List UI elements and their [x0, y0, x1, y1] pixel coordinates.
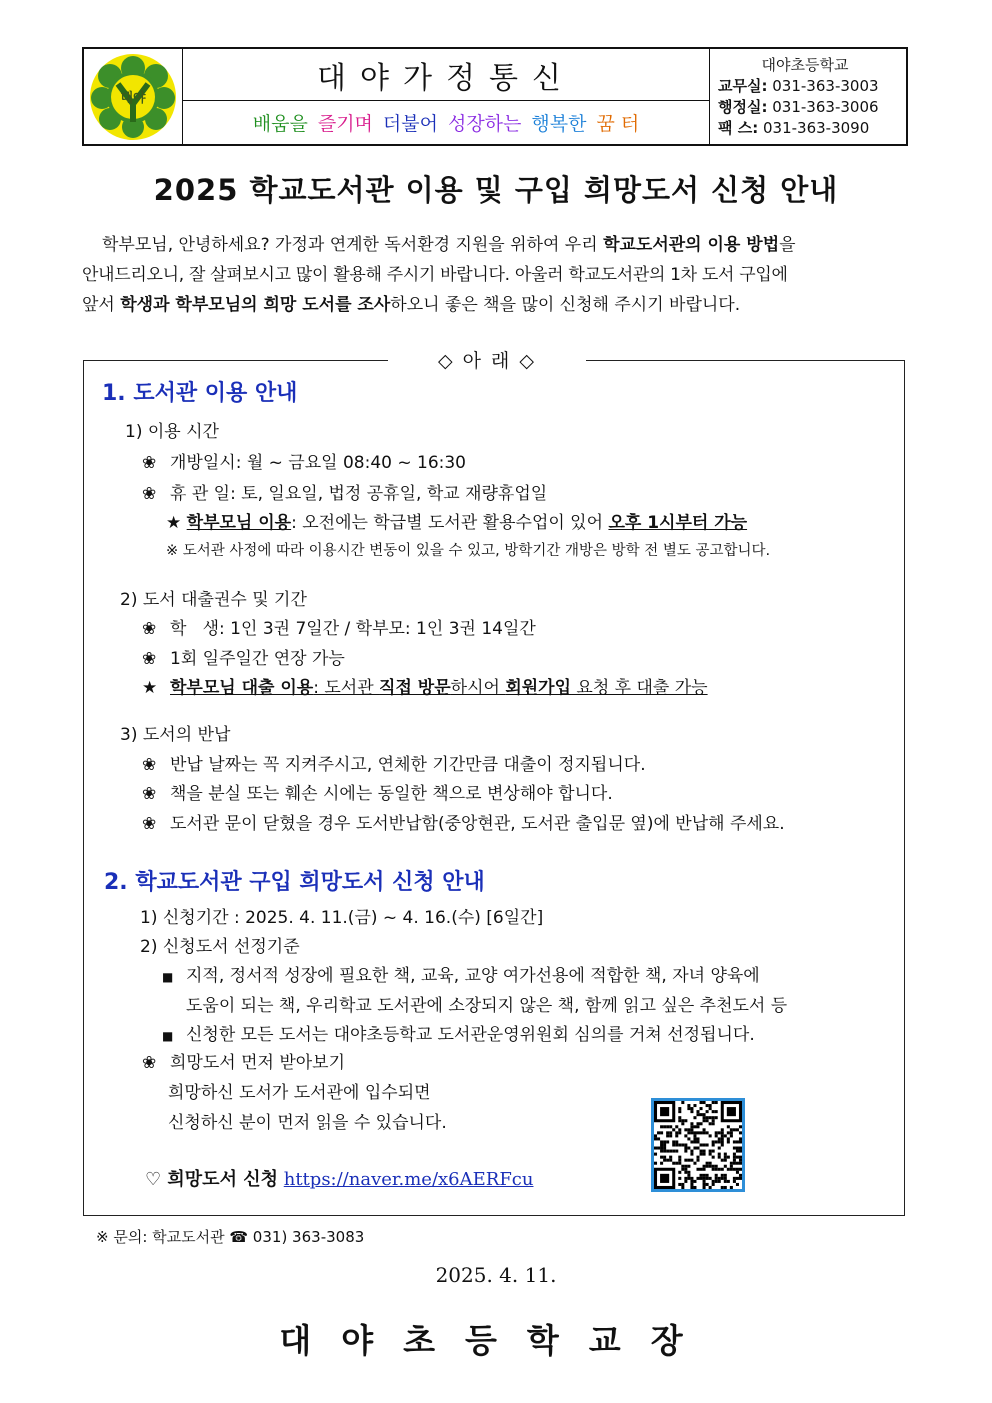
motto-word: 배움을: [252, 113, 308, 135]
list-item: ❀ 희망도서 먼저 받아보기: [142, 1053, 346, 1073]
list-item: ❀ 도서관 문이 닫혔을 경우 도서반납함(중앙현관, 도서관 출입문 옆)에 반납해 주세요.: [142, 814, 785, 834]
flower-bullet-icon: ❀: [142, 484, 157, 504]
notice-label: ◇ 아 래 ◇: [388, 346, 586, 373]
intro-paragraph: 학부모님, 안녕하세요? 가정과 연계한 독서환경 지원을 위하여 우리 학교도서관의 이용 방법을 안내드리오니, 잘 살펴보시고 많이 활용해 주시기 바랍니다. 아울러 학교도서관의 1차 도서 구입에 앞서 학생과 학부모님의 희망 도서를 조사하오니 좋은 책을 많이 신청해 주시기 바랍니다.: [82, 235, 796, 315]
list-item: ❀ 책을 분실 또는 훼손 시에는 동일한 책으로 변상해야 합니다.: [142, 784, 613, 804]
section-heading: 2. 학교도서관 구입 희망도서 신청 안내: [104, 870, 485, 895]
svg-text:대야: 대야: [120, 90, 146, 106]
subsection-heading: 1) 이용 시간: [125, 422, 219, 442]
contact-line: 교무실: 031-363-3003: [718, 77, 879, 95]
contact-footnote: ※ 문의: 학교도서관 ☎ 031) 363-3083: [96, 1228, 365, 1246]
list-item-continued: 도움이 되는 책, 우리학교 도서관에 소장되지 않은 책, 함께 읽고 싶은 추천도서 등: [186, 996, 788, 1016]
list-item: ❀ 개방일시: 월 ~ 금요일 08:40 ~ 16:30: [142, 453, 466, 473]
school-emblem-icon: [88, 52, 178, 142]
flower-bullet-icon: ❀: [142, 755, 157, 775]
list-item: ❀ 1회 일주일간 연장 가능: [142, 649, 345, 669]
star-icon: ★: [166, 513, 182, 533]
section-heading: 1. 도서관 이용 안내: [102, 381, 298, 406]
note: ※ 도서관 사정에 따라 이용시간 변동이 있을 수 있고, 방학기간 개방은 방학 전 별도 공고합니다.: [166, 543, 771, 559]
square-bullet-icon: ■: [162, 970, 174, 984]
contact-info: [710, 49, 906, 144]
list-item: ★ 학부모님 이용: 오전에는 학급별 도서관 활용수업이 있어 오후 1시부터 가능: [166, 513, 748, 533]
qr-code-icon: [654, 1101, 742, 1189]
apply-link[interactable]: https://naver.me/x6AERFcu: [283, 1169, 534, 1190]
list-item: ■ 지적, 정서적 성장에 필요한 책, 교육, 교양 여가선용에 적합한 책, 자녀 양육에: [162, 966, 760, 986]
motto-word: 더불어: [382, 113, 438, 135]
flower-bullet-icon: ❀: [142, 784, 157, 804]
text-line: 신청하신 분이 먼저 읽을 수 있습니다.: [168, 1113, 447, 1133]
flower-bullet-icon: ❀: [142, 814, 157, 834]
apply-line: ♡ 희망도서 신청 https://naver.me/x6AERFcu: [145, 1169, 534, 1190]
square-bullet-icon: ■: [162, 1029, 174, 1043]
contact-line: 팩 스: 031-363-3090: [718, 119, 870, 137]
school-name: 대야초등학교: [761, 56, 849, 74]
flower-bullet-icon: ❀: [142, 619, 157, 639]
issue-date: 2025. 4. 11.: [435, 1263, 557, 1287]
flower-bullet-icon: ❀: [142, 649, 157, 669]
list-item: ❀ 학 생: 1인 3권 7일간 / 학부모: 1인 3권 14일간: [142, 619, 536, 639]
school-motto: [183, 101, 709, 144]
list-item: ★ 학부모님 대출 이용: 도서관 직접 방문하시어 회원가입 요청 후 대출 가능: [142, 678, 708, 698]
qr-code[interactable]: [651, 1098, 745, 1192]
motto-word: 즐기며: [317, 113, 373, 135]
newsletter-title: 대야가정통신: [183, 49, 709, 101]
text-line: 희망하신 도서가 도서관에 입수되면: [168, 1083, 431, 1103]
list-item: 2) 신청도서 선정기준: [140, 937, 300, 957]
page-title: 2025 학교도서관 이용 및 구입 희망도서 신청 안내: [153, 173, 839, 207]
flower-bullet-icon: ❀: [142, 1053, 157, 1073]
principal-signature: 대야초등학교장: [279, 1321, 713, 1360]
subsection-heading: 2) 도서 대출권수 및 기간: [120, 590, 307, 610]
list-item: ❀ 반납 날짜는 꼭 지켜주시고, 연체한 기간만큼 대출이 정지됩니다.: [142, 755, 646, 775]
school-logo: [84, 49, 183, 144]
flower-bullet-icon: ❀: [142, 453, 157, 473]
star-icon: ★: [142, 678, 158, 698]
motto-word: 꿈 터: [596, 113, 640, 135]
motto-word: 성장하는: [447, 113, 522, 135]
contact-line: 행정실: 031-363-3006: [718, 98, 879, 116]
motto-word: 행복한: [531, 113, 587, 135]
subsection-heading: 3) 도서의 반납: [120, 725, 231, 745]
list-item: ■ 신청한 모든 도서는 대야초등학교 도서관운영위원회 심의를 거쳐 선정됩니다.: [162, 1025, 755, 1045]
list-item: 1) 신청기간 : 2025. 4. 11.(금) ~ 4. 16.(수) [6일간]: [140, 908, 544, 928]
newsletter-header: [82, 47, 908, 146]
list-item: ❀ 휴 관 일: 토, 일요일, 법정 공휴일, 학교 재량휴업일: [142, 484, 548, 504]
